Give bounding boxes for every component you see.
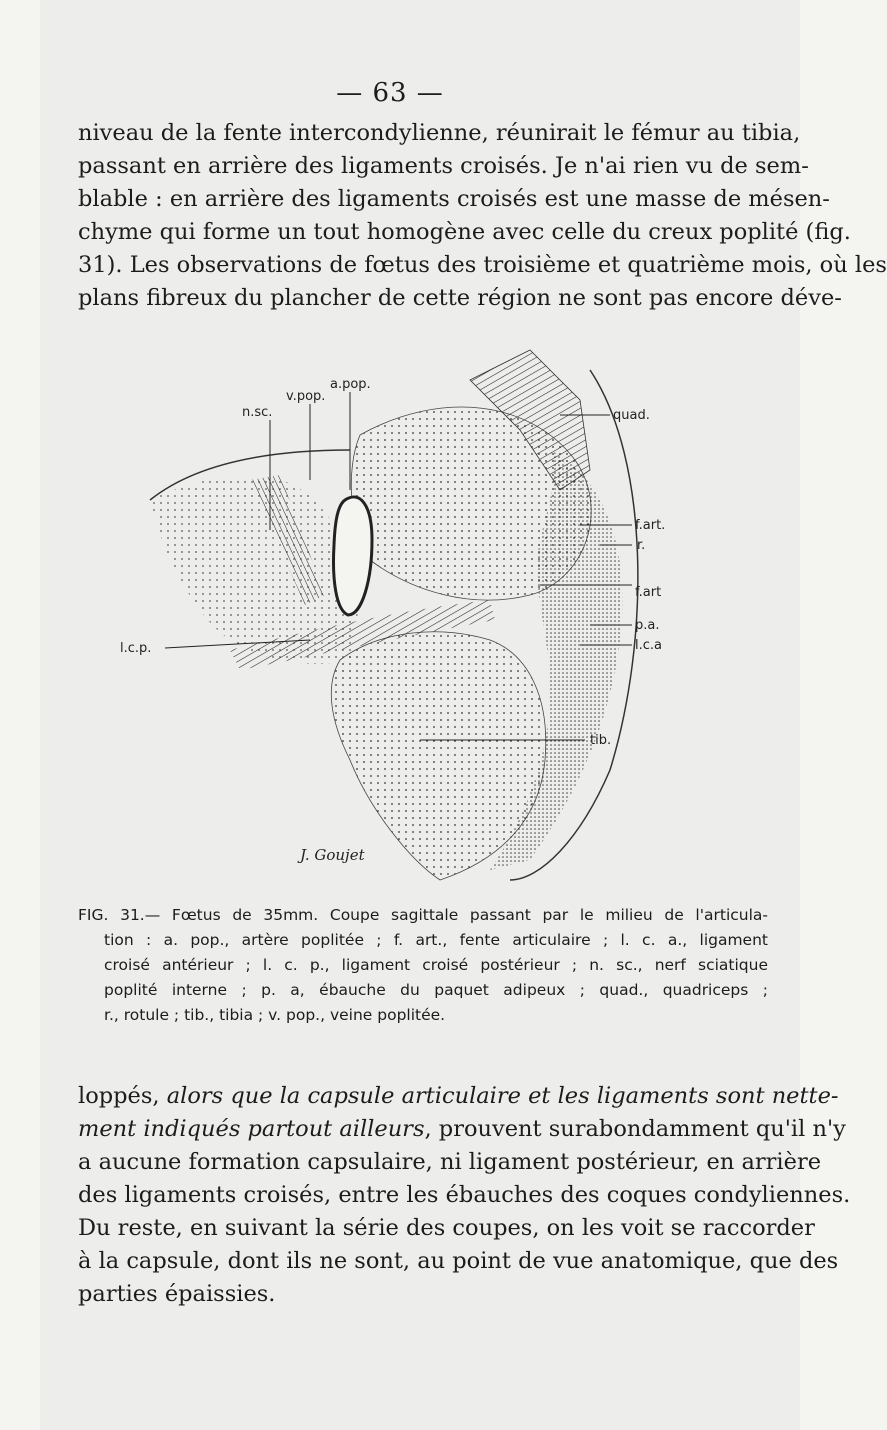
popliteal-artery xyxy=(334,497,372,615)
text-line: a aucune formation capsulaire, ni ligament postérieur, en arrière xyxy=(78,1149,822,1175)
text-line: parties épaissies. xyxy=(78,1281,276,1307)
text-line: Du reste, en suivant la série des coupes, on les voit se raccorder xyxy=(78,1215,815,1241)
text-line: des ligaments croisés, entre les ébauches des coques condyliennes. xyxy=(78,1182,851,1208)
label-quad: quad. xyxy=(613,408,650,423)
text-line: blable : en arrière des ligaments croisés est une masse de mésen- xyxy=(78,186,830,212)
figure-caption xyxy=(78,903,768,1028)
text-line: à la capsule, dont ils ne sont, au point de vue anatomique, que des xyxy=(78,1248,839,1274)
text-line: 31). Les observations de fœtus des troisième et quatrième mois, où les xyxy=(78,252,887,278)
label-r: r. xyxy=(637,538,646,553)
caption-line: poplité interne ; p. a, ébauche du paquet adipeux ; quad., quadriceps ; xyxy=(104,981,768,999)
caption-line: tion : a. pop., artère poplitée ; f. art., fente articulaire ; l. c. a., ligament xyxy=(104,931,768,949)
text-line: chyme qui forme un tout homogène avec celle du creux poplité (fig. xyxy=(78,219,851,245)
label-tib: tib. xyxy=(590,733,612,748)
text-run: loppés, xyxy=(78,1083,167,1109)
artist-signature: J. Goujet xyxy=(300,846,365,864)
figure-drawing xyxy=(110,340,710,900)
page-number: — 63 — xyxy=(336,78,444,108)
caption-line: croisé antérieur ; l. c. p., ligament croisé postérieur ; n. sc., nerf sciatique xyxy=(104,956,768,974)
label-nsc: n.sc. xyxy=(242,405,273,420)
label-fart2: f.art xyxy=(635,585,662,600)
label-lcp: l.c.p. xyxy=(120,641,152,656)
label-fart1: f.art. xyxy=(635,518,666,533)
label-vpop: v.pop. xyxy=(286,389,326,404)
anatomical-figure xyxy=(110,340,710,900)
text-line xyxy=(78,1113,846,1146)
text-line: niveau de la fente intercondylienne, réunirait le fémur au tibia, xyxy=(78,120,801,146)
italic-run: ment indiqués partout ailleurs xyxy=(78,1116,425,1142)
bottom-paragraph xyxy=(78,1080,851,1311)
label-apop: a.pop. xyxy=(330,377,371,392)
caption-line: FIG. 31.— Fœtus de 35mm. Coupe sagittale passant par le milieu de l'articula- xyxy=(78,906,768,924)
text-line: plans fibreux du plancher de cette région ne sont pas encore déve- xyxy=(78,285,842,311)
label-lca: l.c.a xyxy=(635,638,662,653)
top-paragraph xyxy=(78,117,887,315)
label-pa: p.a. xyxy=(635,618,660,633)
text-run: , prouvent surabondamment qu'il n'y xyxy=(424,1116,846,1142)
text-line xyxy=(78,1080,839,1113)
italic-run: alors que la capsule articulaire et les ligaments sont nette- xyxy=(166,1083,839,1109)
caption-line: r., rotule ; tib., tibia ; v. pop., veine poplitée. xyxy=(104,1006,446,1024)
text-line: passant en arrière des ligaments croisés. Je n'ai rien vu de sem- xyxy=(78,153,809,179)
